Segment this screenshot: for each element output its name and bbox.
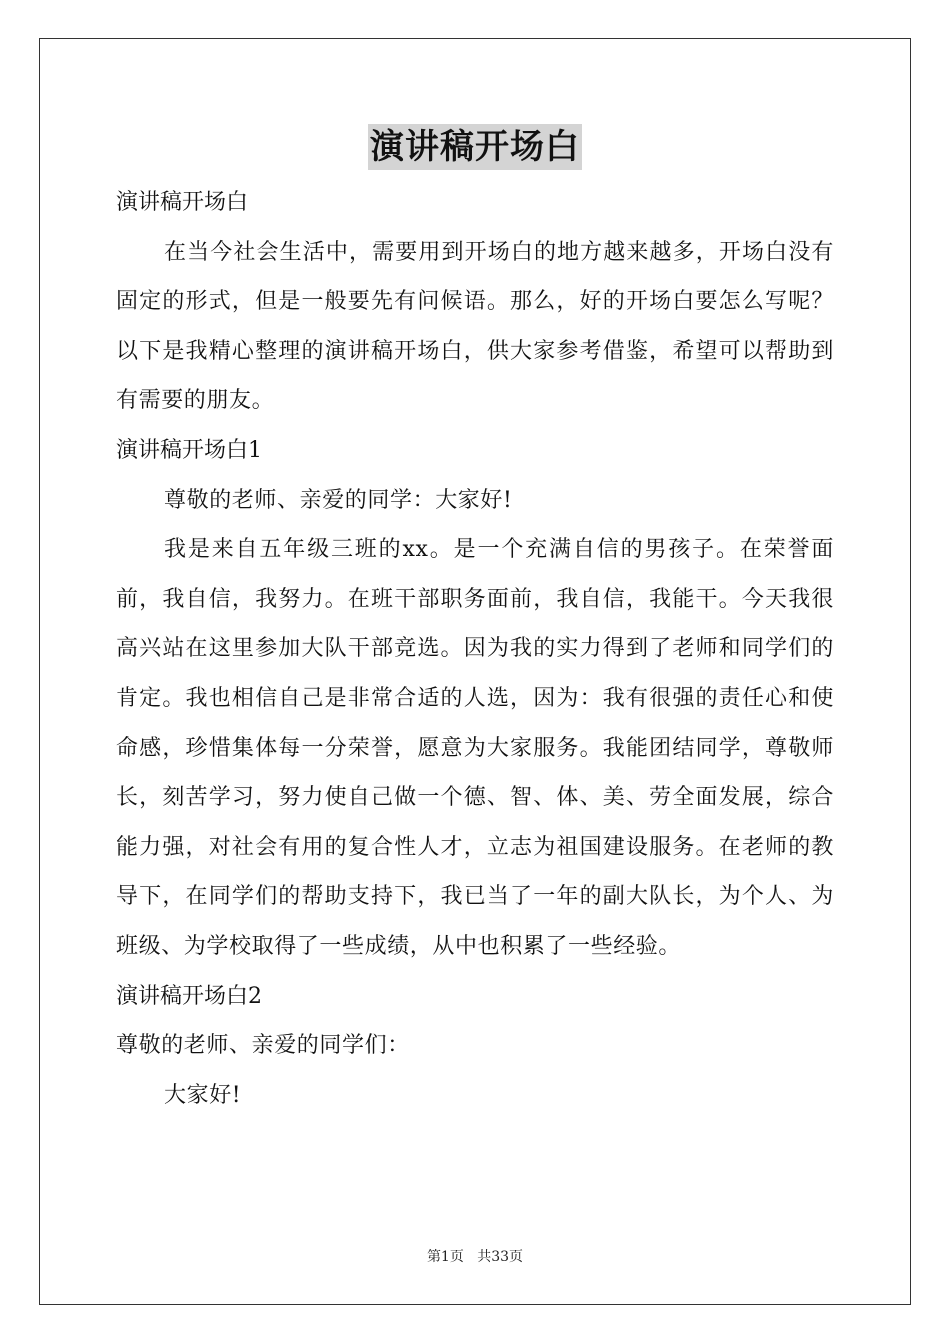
section-heading: 演讲稿开场白1 xyxy=(116,437,262,463)
paragraph: 我是来自五年级三班的xx。是一个充满自信的男孩子。在荣誉面前，我自信，我努力。在班干部职务面前，我自信，我能干。今天我很高兴站在这里参加大队干部竞选。因为我的实力得到了老师和同学们的肯定。我也相信自己是非常合适的人选，因为：我有很强的责任心和使命感，珍惜集体每一分荣誉，愿意为大家服务。我能团结同学，尊敬师长，刻苦学习，努力使自己做一个德、智、体、美、劳全面发展，综合能力强，对社会有用的复合性人才，立志为祖国建设服务。在老师的教导下，在同学们的帮助支持下，我已当了一年的副大队长，为个人、为班级、为学校取得了一些成绩，从中也积累了一些经验。 xyxy=(116,537,834,959)
paragraph: 尊敬的老师、亲爱的同学：大家好! xyxy=(164,487,513,513)
section-heading: 演讲稿开场白 xyxy=(116,190,249,215)
page-number: 第1页 xyxy=(426,1249,464,1265)
section-heading: 演讲稿开场白2 xyxy=(116,983,262,1009)
paragraph: 尊敬的老师、亲爱的同学们： xyxy=(116,1033,410,1059)
page-total: 共33页 xyxy=(477,1249,524,1265)
paragraph: 在当今社会生活中，需要用到开场白的地方越来越多，开场白没有固定的形式，但是一般要先有问候语。那么，好的开场白要怎么写呢？以下是我精心整理的演讲稿开场白，供大家参考借鉴，希望可以帮助到有需要的朋友。 xyxy=(116,239,834,414)
title-wrap xyxy=(0,124,950,170)
paragraph: 大家好! xyxy=(164,1082,242,1108)
document-title: 演讲稿开场白 xyxy=(368,124,582,170)
document-body xyxy=(116,178,834,1120)
page-footer xyxy=(0,1246,950,1266)
